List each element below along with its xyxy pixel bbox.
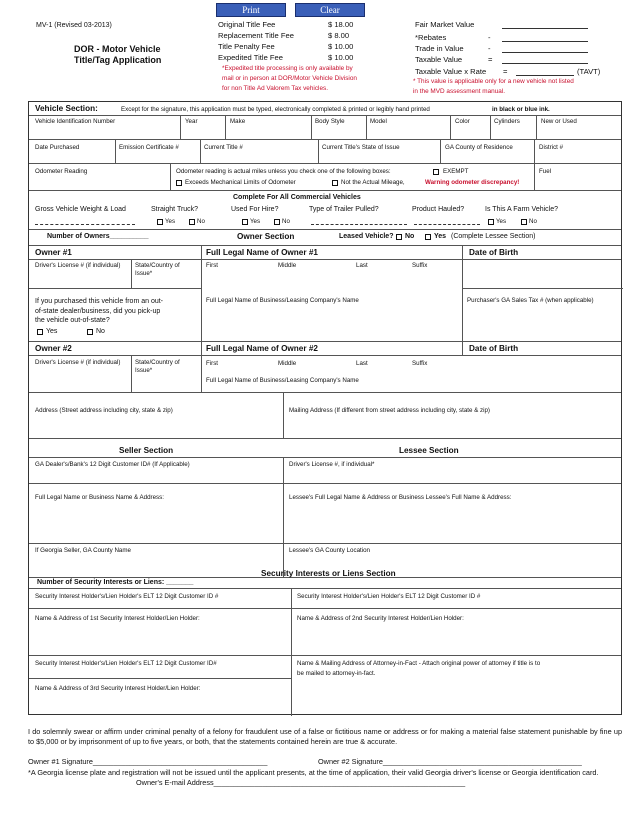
address-field[interactable]: Address (Street address including city, state & zip)	[35, 407, 173, 414]
fuel-field[interactable]: Fuel	[539, 168, 552, 175]
out-of-state-question	[35, 297, 195, 326]
yes-label: Yes	[250, 218, 261, 225]
title-state-field[interactable]: Current Title's State of Issue	[322, 144, 400, 151]
liens-section-title: Security Interests or Liens Section	[261, 569, 396, 578]
trailer-label: Type of Trailer Pulled?	[309, 206, 379, 213]
yes-label: Yes	[46, 328, 58, 335]
liens-number[interactable]: Number of Security Interests or Liens: _______	[37, 579, 194, 586]
farm-no[interactable]	[521, 219, 527, 225]
lessee-dl-field[interactable]: Driver's License #, if individual*	[289, 461, 375, 468]
for-hire-yes[interactable]	[242, 219, 248, 225]
for-hire-label: Used For Hire?	[231, 206, 279, 213]
cylinders-field[interactable]: Cylinders	[494, 118, 520, 125]
tavt-field[interactable]	[516, 75, 574, 76]
mailing-address-field[interactable]: Mailing Address (If different from street address including city, state & zip)	[289, 407, 490, 414]
no-label: No	[197, 218, 205, 225]
attorney-field[interactable]: Name & Mailing Address of Attorney-in-Fact - Attach original power of attorney if title is to	[297, 660, 541, 667]
trade-in-label: Trade in Value	[415, 44, 464, 53]
owner2-title: Owner #2	[35, 344, 72, 353]
suffix-label[interactable]: Suffix	[412, 360, 428, 367]
year-field[interactable]: Year	[185, 118, 198, 125]
lessee-section-title: Lessee Section	[399, 446, 459, 455]
owner1-state-field[interactable]: State/Country of Issue*	[135, 262, 180, 277]
fee-value: $ 10.00	[328, 53, 354, 62]
owner1-name-title: Full Legal Name of Owner #1	[206, 248, 318, 257]
seller-county-field[interactable]: If Georgia Seller, GA County Name	[35, 547, 131, 554]
owner1-signature[interactable]: Owner #1 Signature___________________________________________	[28, 757, 268, 766]
make-field[interactable]: Make	[230, 118, 246, 125]
color-field[interactable]: Color	[455, 118, 470, 125]
product-field[interactable]	[414, 224, 480, 225]
lien2-id-field[interactable]: Security Interest Holder's/Lien Holder's ELT 12 Digit Customer ID #	[297, 593, 481, 600]
lessee-county-field[interactable]: Lessee's GA County Location	[289, 547, 370, 554]
fair-market-field[interactable]	[502, 28, 588, 29]
vehicle-section-desc: Except for the signature, this application must be typed, electronically completed & printed or legibly hand printed	[121, 106, 430, 113]
product-label: Product Hauled?	[412, 206, 465, 213]
date-purchased-field[interactable]: Date Purchased	[35, 144, 80, 151]
rebates-label: *Rebates	[415, 33, 447, 42]
fee-value: $ 10.00	[328, 42, 354, 51]
rebates-op: -	[488, 33, 491, 42]
business-name-field[interactable]: Full Legal Name of Business/Leasing Company's Name	[206, 297, 359, 304]
leased-label: Leased Vehicle?	[339, 233, 394, 240]
owner2-dl-field[interactable]: Driver's License # (if individual)	[35, 359, 121, 366]
taxable-field[interactable]	[502, 63, 588, 64]
gvw-field[interactable]	[35, 224, 135, 225]
vin-field[interactable]: Vehicle Identification Number	[35, 118, 116, 125]
farm-label: Is This A Farm Vehicle?	[485, 206, 559, 213]
for-hire-no[interactable]	[274, 219, 280, 225]
taxable-op: =	[488, 55, 493, 64]
trade-in-op: -	[488, 44, 491, 53]
last-label[interactable]: Last	[356, 360, 368, 367]
vehicle-section-title: Vehicle Section:	[35, 104, 98, 113]
leased-no-label: No	[405, 233, 415, 240]
county-residence-field[interactable]: GA County of Residence	[445, 144, 513, 151]
seller-section-title: Seller Section	[119, 446, 174, 455]
straight-truck-no[interactable]	[189, 219, 195, 225]
seller-name-field[interactable]: Full Legal Name or Business Name & Address:	[35, 494, 164, 501]
suffix-label[interactable]: Suffix	[412, 262, 428, 269]
expedited-note: mail or in person at DOR/Motor Vehicle Division	[222, 75, 357, 82]
first-label[interactable]: First	[206, 360, 219, 367]
question-line: the vehicle out-of-state?	[35, 317, 110, 324]
farm-yes[interactable]	[488, 219, 494, 225]
lien3-name-field[interactable]: Name & Address of 3rd Security Interest Holder/Lien Holder:	[35, 685, 201, 692]
body-style-field[interactable]: Body Style	[315, 118, 345, 125]
pickup-no-checkbox[interactable]	[87, 329, 93, 335]
lien1-name-field[interactable]: Name & Address of 1st Security Interest Holder/Lien Holder:	[35, 615, 200, 622]
gvw-label: Gross Vehicle Weight & Load	[35, 206, 126, 213]
owner2-name-title: Full Legal Name of Owner #2	[206, 344, 318, 353]
exempt-checkbox[interactable]	[433, 169, 439, 175]
owner2-dob-title: Date of Birth	[469, 344, 519, 353]
new-used-field[interactable]: New or Used	[541, 118, 577, 125]
no-label: No	[96, 328, 105, 335]
attorney-field-line2: be mailed to attorney-in-fact.	[297, 670, 376, 677]
valuation-note: * This value is applicable only for a new vehicle not listed	[413, 78, 574, 85]
lessee-name-field[interactable]: Lessee's Full Legal Name & Address or Business Lessee's Full Name & Address:	[289, 494, 512, 501]
middle-label[interactable]: Middle	[278, 262, 297, 269]
exceeds-label: Exceeds Mechanical Limits of Odometer	[185, 179, 296, 186]
ink-note: in black or blue ink.	[492, 106, 550, 113]
lien1-id-field[interactable]: Security Interest Holder's/Lien Holder's ELT 12 Digit Customer ID #	[35, 593, 219, 600]
owner2-state-field[interactable]: State/Country of Issue*	[135, 359, 180, 374]
question-line: If you purchased this vehicle from an out-	[35, 298, 164, 305]
seller-dealer-id-field[interactable]: GA Dealer's/Bank's 12 Digit Customer ID# (If Applicable)	[35, 461, 190, 468]
leased-yes-checkbox[interactable]	[425, 234, 431, 240]
sales-tax-field[interactable]: Purchaser's GA Sales Tax # (when applicable)	[467, 297, 594, 304]
form-title-line2: Title/Tag Application	[74, 55, 162, 65]
owner2-signature[interactable]: Owner #2 Signature_________________________________________________	[318, 757, 582, 766]
no-label: No	[529, 218, 537, 225]
expedited-note: *Expedited title processing is only available by	[222, 65, 353, 72]
leased-yes-label: Yes	[434, 233, 447, 240]
first-label[interactable]: First	[206, 262, 219, 269]
owner2-business-field[interactable]: Full Legal Name of Business/Leasing Company's Name	[206, 377, 359, 384]
owner1-dob-title: Date of Birth	[469, 248, 519, 257]
leased-no-checkbox[interactable]	[396, 234, 402, 240]
tavt-label: (TAVT)	[577, 67, 601, 76]
exempt-label: EXEMPT	[443, 168, 469, 175]
not-actual-label: Not the Actual Mileage,	[341, 179, 405, 186]
expedited-note: for non Title Ad Valorem Tax vehicles.	[222, 85, 328, 92]
question-line: of-state dealer/business, did you pick-up	[35, 307, 161, 315]
clear-button[interactable]: Clear	[295, 3, 365, 17]
trailer-field[interactable]	[311, 224, 407, 225]
exceeds-checkbox[interactable]	[176, 180, 182, 186]
odometer-text: Odometer reading is actual miles unless you check one of the following boxes:	[176, 168, 391, 175]
lien3-id-field[interactable]: Security Interest Holder's/Lien Holder's ELT 12 Digit Customer ID#	[35, 660, 217, 667]
number-of-owners[interactable]: Number of Owners__________	[47, 233, 149, 240]
yes-label: Yes	[165, 218, 176, 225]
fee-label: Expedited Title Fee	[218, 53, 284, 62]
rate-label: Taxable Value x Rate	[415, 67, 487, 76]
odometer-warning: Warning odometer discrepancy!	[425, 179, 520, 186]
print-button[interactable]: Print	[216, 3, 286, 17]
fee-label: Title Penalty Fee	[218, 42, 275, 51]
email-field[interactable]: Owner's E-mail Address______________________________________________________________	[136, 778, 466, 787]
fee-value: $ 18.00	[328, 20, 354, 29]
commercial-title: Complete For All Commercial Vehicles	[233, 194, 361, 201]
lien2-name-field[interactable]: Name & Address of 2nd Security Interest Holder/Lien Holder:	[297, 615, 464, 622]
license-note: *A Georgia license plate and registration will not be issued until the applicant presents, at the time of application, their valid Georgia driver's license or Georgia identification card.	[28, 768, 599, 777]
middle-label[interactable]: Middle	[278, 360, 297, 367]
owner1-dl-field[interactable]: Driver's License # (if individual)	[35, 262, 121, 269]
fee-label: Replacement Title Fee	[218, 31, 294, 40]
straight-truck-yes[interactable]	[157, 219, 163, 225]
form-id: MV-1 (Revised 03-2013)	[36, 22, 112, 29]
taxable-label: Taxable Value	[415, 55, 463, 64]
complete-lessee-note: (Complete Lessee Section)	[451, 233, 536, 240]
last-label[interactable]: Last	[356, 262, 368, 269]
current-title-field[interactable]: Current Title #	[204, 144, 243, 151]
district-field[interactable]: District #	[539, 144, 564, 151]
rate-op: =	[503, 67, 508, 76]
fee-label: Original Title Fee	[218, 20, 276, 29]
yes-label: Yes	[496, 218, 507, 225]
declaration-text: I do solemnly swear or affirm under criminal penalty of a felony for fraudulent use of a false or fictitious name or address or for making a material false statement punishable by fine up to $5,000 or by imprisonment of up to five years, or both, that the statements contained herein are true & accurate.	[28, 727, 622, 747]
straight-truck-label: Straight Truck?	[151, 206, 199, 213]
owner1-title: Owner #1	[35, 248, 72, 257]
fair-market-label: Fair Market Value	[415, 20, 475, 29]
owner-section-title: Owner Section	[237, 232, 295, 241]
emission-cert-field[interactable]: Emission Certificate #	[119, 144, 179, 151]
trade-in-field[interactable]	[502, 52, 588, 53]
application-form	[28, 101, 622, 715]
form-title-line1: DOR - Motor Vehicle	[74, 44, 161, 54]
valuation-note: in the MVD assessment manual.	[413, 88, 505, 95]
no-label: No	[282, 218, 290, 225]
pickup-yes-checkbox[interactable]	[37, 329, 43, 335]
fee-value: $ 8.00	[328, 31, 350, 40]
not-actual-checkbox[interactable]	[332, 180, 338, 186]
model-field[interactable]: Model	[370, 118, 387, 125]
odometer-field[interactable]: Odometer Reading	[35, 168, 88, 175]
rebates-field[interactable]	[502, 41, 588, 42]
